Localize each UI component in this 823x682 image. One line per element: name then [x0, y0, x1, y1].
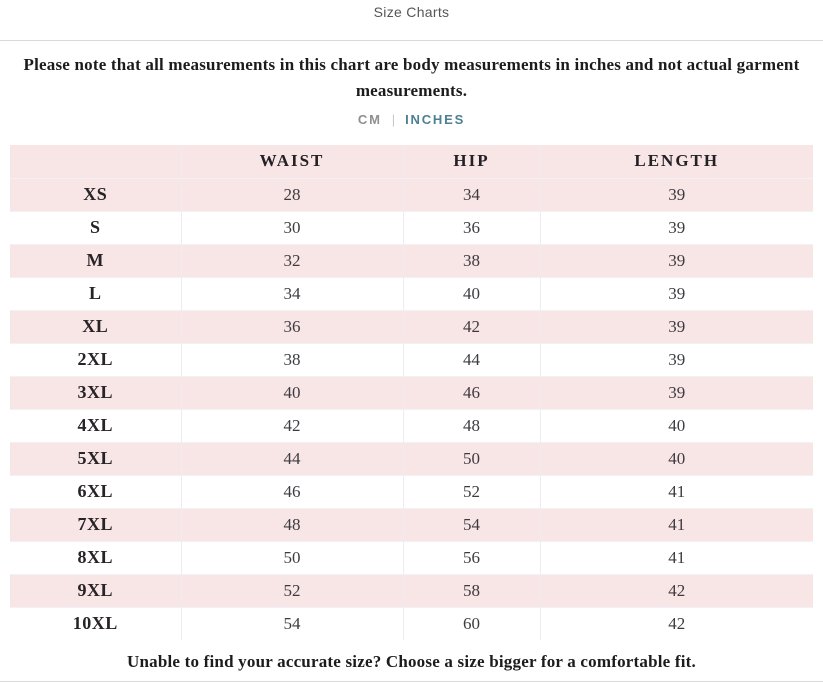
hip-cell: 52 — [403, 475, 540, 508]
hip-cell: 44 — [403, 343, 540, 376]
hip-cell: 58 — [403, 574, 540, 607]
waist-cell: 40 — [181, 376, 403, 409]
hip-cell: 50 — [403, 442, 540, 475]
size-cell: 2XL — [77, 349, 113, 369]
column-header-length: LENGTH — [540, 145, 813, 178]
column-header-hip: HIP — [403, 145, 540, 178]
waist-cell: 36 — [181, 310, 403, 343]
waist-cell: 34 — [181, 277, 403, 310]
table-row — [10, 574, 813, 607]
table-row — [10, 475, 813, 508]
hip-cell: 54 — [403, 508, 540, 541]
waist-cell: 32 — [181, 244, 403, 277]
table-row — [10, 541, 813, 574]
column-header-size — [10, 145, 181, 178]
table-row — [10, 211, 813, 244]
table-row — [10, 343, 813, 376]
waist-cell: 52 — [181, 574, 403, 607]
table-row — [10, 310, 813, 343]
hip-cell: 46 — [403, 376, 540, 409]
hip-cell: 40 — [403, 277, 540, 310]
table-row — [10, 409, 813, 442]
waist-cell: 28 — [181, 178, 403, 211]
table-row — [10, 376, 813, 409]
length-cell: 39 — [540, 244, 813, 277]
hip-cell: 38 — [403, 244, 540, 277]
hip-cell: 60 — [403, 607, 540, 640]
length-cell: 40 — [540, 442, 813, 475]
column-header-waist: WAIST — [181, 145, 403, 178]
length-cell: 39 — [540, 211, 813, 244]
hip-cell: 42 — [403, 310, 540, 343]
cm-unit-button[interactable]: CM — [357, 111, 382, 127]
table-row — [10, 508, 813, 541]
waist-cell: 54 — [181, 607, 403, 640]
length-cell: 39 — [540, 376, 813, 409]
length-cell: 42 — [540, 607, 813, 640]
measurement-note: Please note that all measurements in this chart are body measurements in inches and not actual garment measurements. — [23, 55, 800, 100]
size-cell: 9XL — [77, 580, 113, 600]
top-bar — [0, 0, 823, 41]
size-cell: 4XL — [77, 415, 113, 435]
size-cell: 8XL — [77, 547, 113, 567]
length-cell: 39 — [540, 178, 813, 211]
waist-cell: 46 — [181, 475, 403, 508]
unit-separator: | — [391, 111, 396, 127]
length-cell: 41 — [540, 475, 813, 508]
length-cell: 41 — [540, 541, 813, 574]
inches-unit-button[interactable]: INCHES — [405, 111, 466, 127]
size-cell: 6XL — [77, 481, 113, 501]
length-cell: 39 — [540, 310, 813, 343]
table-row — [10, 277, 813, 310]
size-cell: 3XL — [77, 382, 113, 402]
length-cell: 42 — [540, 574, 813, 607]
size-table — [10, 145, 813, 640]
table-row — [10, 178, 813, 211]
hip-cell: 48 — [403, 409, 540, 442]
waist-cell: 48 — [181, 508, 403, 541]
size-table-wrap — [10, 145, 813, 640]
footer-note: Unable to find your accurate size? Choose a size bigger for a comfortable fit. — [127, 652, 696, 671]
waist-cell: 42 — [181, 409, 403, 442]
hip-cell: 36 — [403, 211, 540, 244]
page-title: Size Charts — [373, 4, 450, 20]
table-row — [10, 442, 813, 475]
table-body — [10, 178, 813, 640]
size-cell: 10XL — [72, 613, 118, 634]
waist-cell: 38 — [181, 343, 403, 376]
size-cell: L — [88, 283, 102, 303]
size-cell: XS — [83, 184, 108, 204]
waist-cell: 50 — [181, 541, 403, 574]
waist-cell: 44 — [181, 442, 403, 475]
waist-cell: 30 — [181, 211, 403, 244]
hip-cell: 56 — [403, 541, 540, 574]
length-cell: 40 — [540, 409, 813, 442]
size-cell: M — [86, 250, 104, 270]
size-cell: S — [89, 217, 101, 237]
hip-cell: 34 — [403, 178, 540, 211]
length-cell: 41 — [540, 508, 813, 541]
size-cell: XL — [82, 316, 109, 336]
table-header-row — [10, 145, 813, 178]
table-row — [10, 607, 813, 640]
size-cell: 5XL — [77, 448, 113, 468]
unit-toggle — [0, 109, 823, 129]
size-cell: 7XL — [77, 514, 113, 534]
table-row — [10, 244, 813, 277]
length-cell: 39 — [540, 277, 813, 310]
length-cell: 39 — [540, 343, 813, 376]
